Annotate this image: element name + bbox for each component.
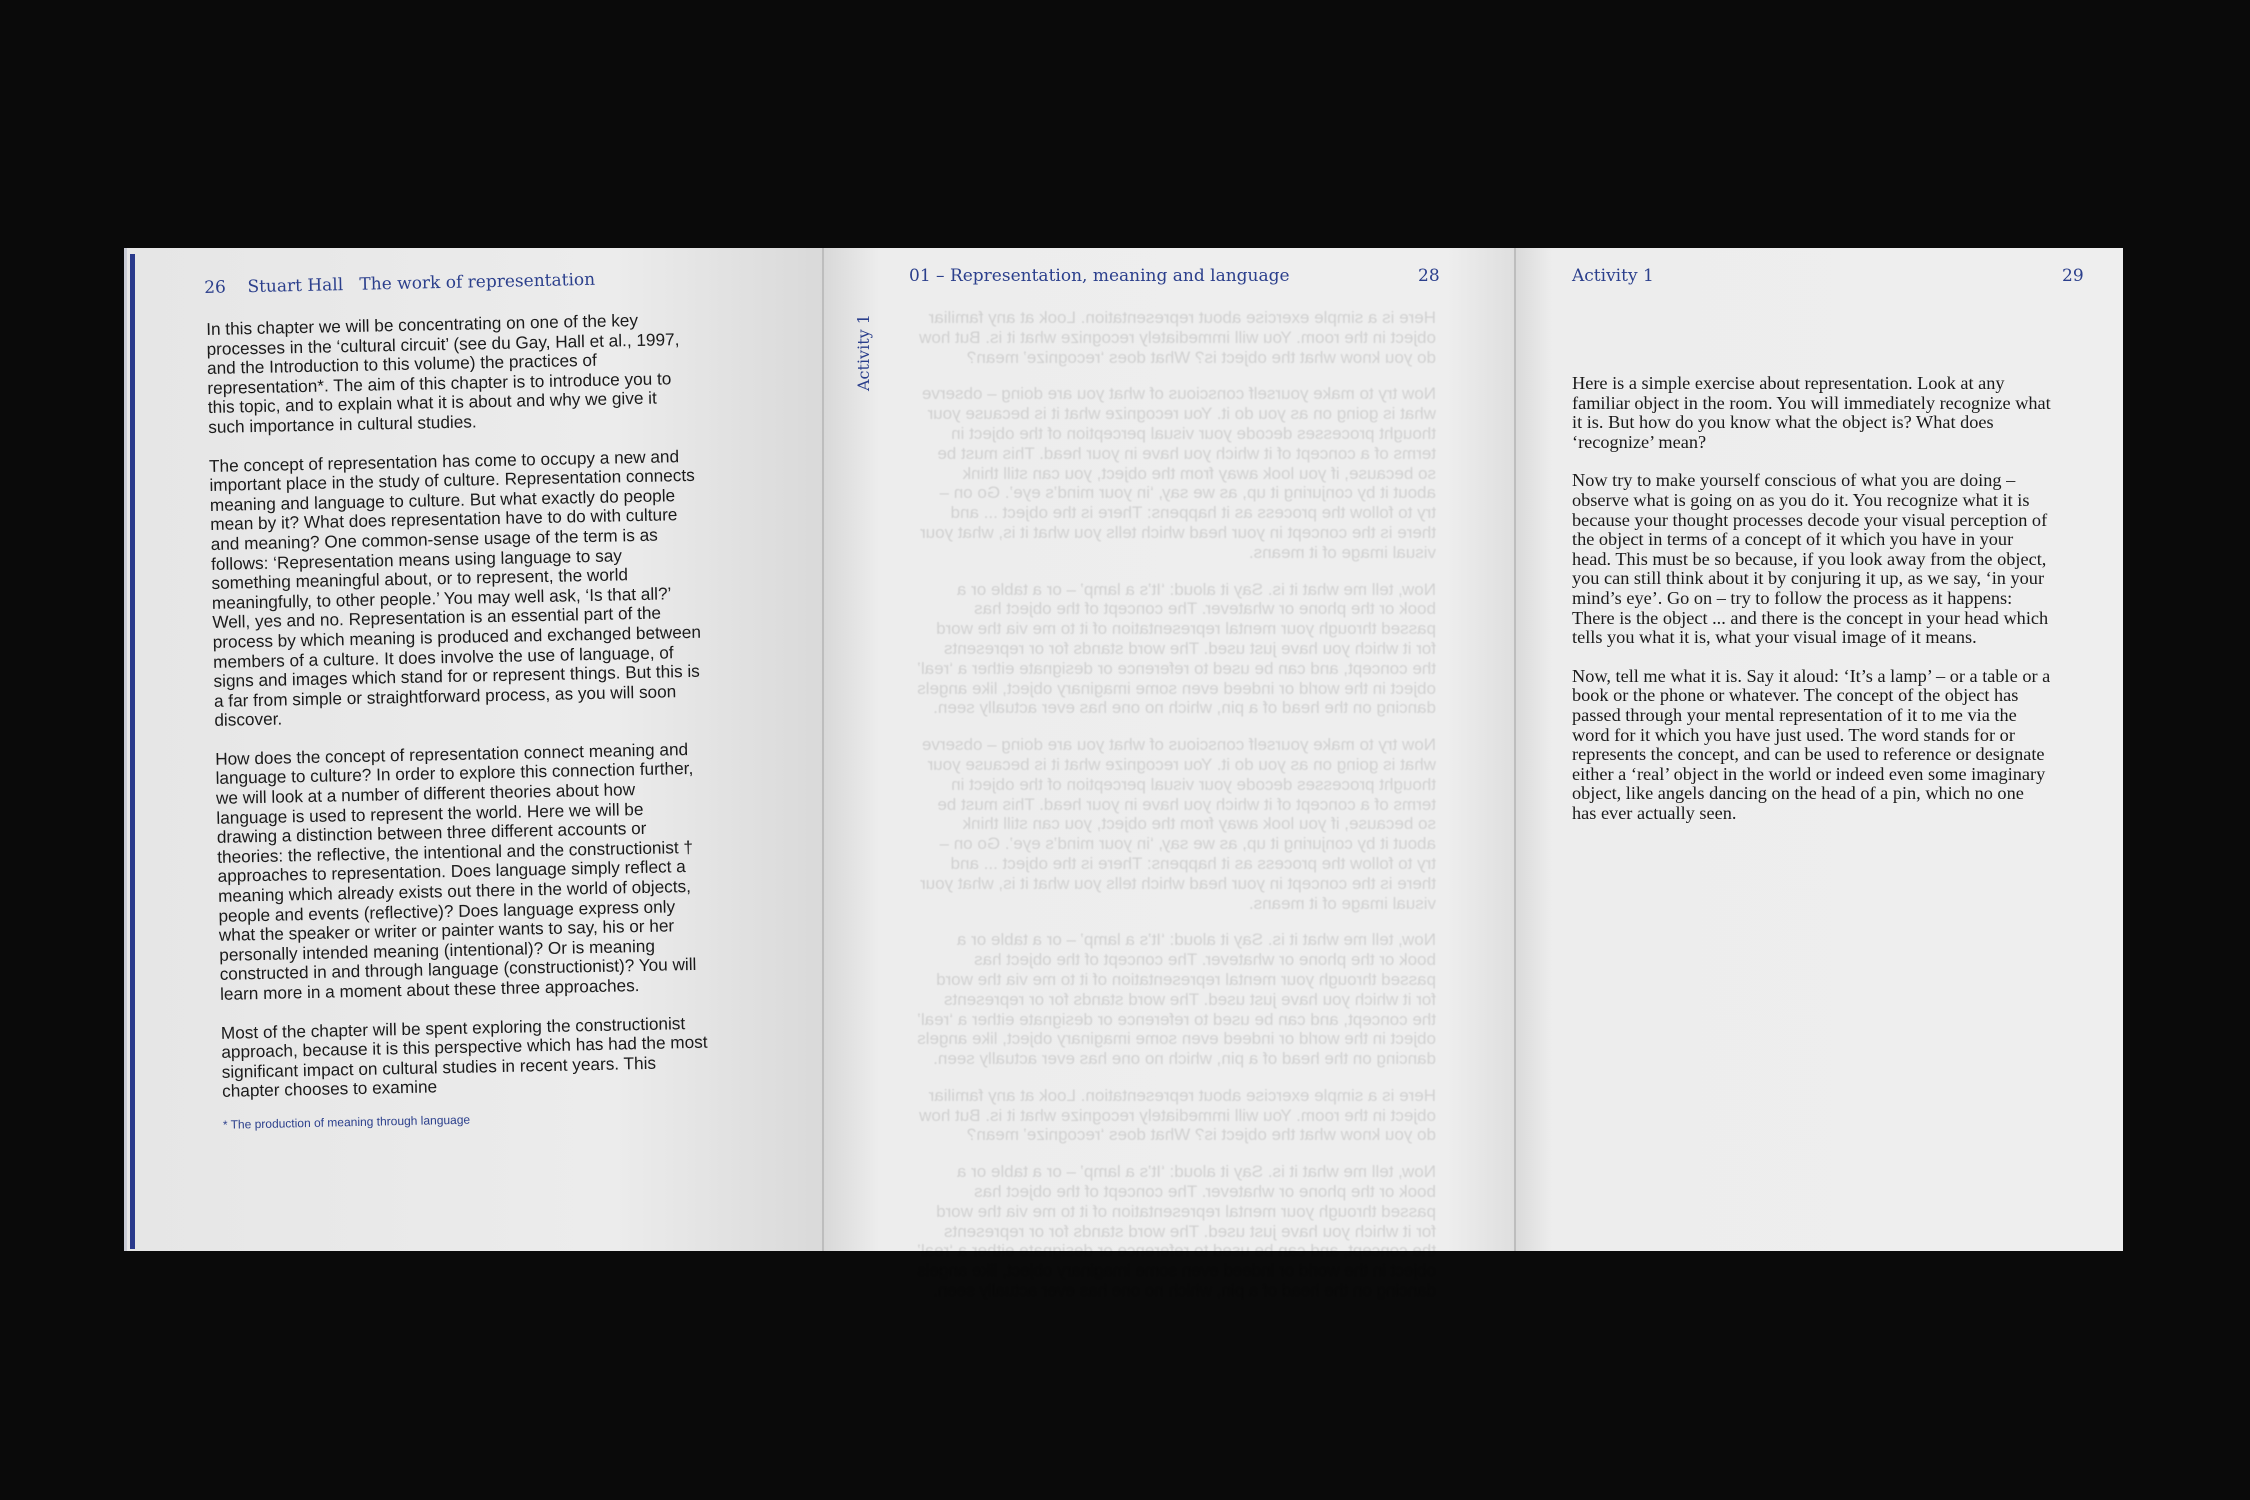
- blue-page-edge: [130, 254, 135, 1249]
- book-spread: [124, 248, 2123, 1301]
- ghost-paragraph: Now, tell me what it is. Say it aloud: ‘It’s a lamp’ – or a table or a book or the phone or whatever. The concept of the object has passed through your mental representation of it to me via the word for it which you have just used. The word stands for or represents the concept, and can be used to reference or designate either a ‘real’ object in the world or indeed even some imaginary object, like angels dancing on the head of a pin, which no one has ever actually seen.: [917, 579, 1436, 718]
- paragraph: Here is a simple exercise about representation. Look at any familiar object in the room. You will immediately recognize what it is. But how do you know what the object is? What does ‘recognize’ mean?: [1572, 373, 2051, 452]
- show-through-text: [916, 308, 1436, 1318]
- ghost-paragraph: Now try to make yourself conscious of what you are doing – observe what is going on as you do it. You recognize what it is because your thought processes decode your visual perception of the object in terms of a concept of it which you have in your head. This must be so because, if you look away from the object, you can still think about it by conjuring it up, as we say, ‘in your mind’s eye’. Go on – try to follow the process as it happens: There is the object ... and there is the concept in your head which tells you what it is, what your visual image of it means.: [920, 384, 1436, 562]
- ghost-paragraph: Now try to make yourself conscious of what you are doing – observe what is going on as you do it. You recognize what it is because your thought processes decode your visual perception of the object in terms of a concept of it which you have in your head. This must be so because, if you look away from the object, you can still think about it by conjuring it up, as we say, ‘in your mind’s eye’. Go on – try to follow the process as it happens: There is the object ... and there is the concept in your head which tells you what it is, what your visual image of it means.: [920, 735, 1436, 913]
- left-page: [124, 248, 824, 1251]
- ghost-paragraph: Now, tell me what it is. Say it aloud: ‘It’s a lamp’ – or a table or a book or the phone or whatever. The concept of the object has passed through your mental representation of it to me via the word for it which you have just used. The word stands for or represents the concept, and can be used to reference or designate either a ‘real’ object in the world or indeed even some imaginary object, like angels dancing on the head of a pin, which no one has ever actually seen.: [917, 1162, 1436, 1301]
- right-page: [1516, 248, 2123, 1251]
- paragraph: Now, tell me what it is. Say it aloud: ‘It’s a lamp’ – or a table or a book or the phone or whatever. The concept of the object has passed through your mental representation of it to me via the word for it which you have just used. The word stands for or represents the concept, and can be used to reference or designate either a ‘real’ object in the world or indeed even some imaginary object, like angels dancing on the head of a pin, which no one has ever actually seen.: [1572, 665, 2051, 823]
- footnote: * The production of meaning through language: [222, 1112, 471, 1132]
- activity-label: Activity 1: [1572, 266, 1654, 286]
- page-number: 28: [1418, 266, 1440, 286]
- author-name: Stuart Hall: [247, 275, 344, 298]
- middle-page-header: [909, 266, 1290, 286]
- paragraph: Now try to make yourself conscious of what you are doing – observe what is going on as you do it. You recognize what it is because your thought processes decode your visual perception of the object in terms of a concept of it which you have in your head. This must be so because, if you look away from the object, you can still think about it by conjuring it up, as we say, ‘in your mind’s eye’. Go on – try to follow the process as it happens: There is the object ... and there is the concept in your head which tells you what it is, what your visual image of it means.: [1572, 470, 2049, 648]
- page-number: 29: [2062, 266, 2084, 286]
- paragraph: In this chapter we will be concentrating on one of the key processes in the ‘cultural circuit’ (see du Gay, Hall et al., 1997, and the Introduction to this volume) the practices of representation*. The aim of this chapter is to introduce you to this topic, and to explain what it is about and why we give it such importance in cultural studies.: [205, 309, 680, 437]
- right-page-body: [1572, 374, 2052, 842]
- ghost-paragraph: Here is a simple exercise about representation. Look at any familiar object in the room. You will immediately recognize what it is. But how do you know what the object is? What does ‘recognize’ mean?: [919, 1085, 1436, 1145]
- vertical-activity-label: Activity 1: [854, 314, 873, 391]
- paragraph: How does the concept of representation connect meaning and language to culture? In order to explore this connection further, we will look at a number of different theories about how language is used to represent the world. Here we will be drawing a distinction between three different accounts or theories: the reflective, the intentional and the constructionist † approaches to representation. Does language simply reflect a meaning which already exists out there in the world of objects, people and events (reflective)? Does language express only what the speaker or writer or painter wants to say, his or her personally intended meaning (intentional)? Or is meaning constructed in and through language (constructionist)? You will learn more in a moment about these three approaches.: [214, 738, 697, 1004]
- ghost-paragraph: Now, tell me what it is. Say it aloud: ‘It’s a lamp’ – or a table or a book or the phone or whatever. The concept of the object has passed through your mental representation of it to me via the word for it which you have just used. The word stands for or represents the concept, and can be used to reference or designate either a ‘real’ object in the world or indeed even some imaginary object, like angels dancing on the head of a pin, which no one has ever actually seen.: [917, 930, 1436, 1069]
- middle-page: [824, 248, 1516, 1301]
- page-number: 26: [204, 277, 227, 298]
- ghost-paragraph: Here is a simple exercise about representation. Look at any familiar object in the room. You will immediately recognize what it is. But how do you know what the object is? What does ‘recognize’ mean?: [919, 308, 1436, 367]
- left-page-body: [206, 310, 713, 1136]
- section-title: 01 – Representation, meaning and language: [909, 266, 1290, 286]
- paragraph: The concept of representation has come to occupy a new and important place in the study of culture. Representation connects meaning and language to culture. But what exactly do people mean by it? What does representation have to do with culture and meaning? One common-sense usage of the term is as follows: ‘Representation means using language to say something meaningful about, or to represent, the world meaningfully, to other people.’ You may well ask, ‘Is that all?’ Well, yes and no. Representation is an essential part of the process by which meaning is produced and exchanged between members of a culture. It does involve the use of language, of signs and images which stand for or represent things. But this is a far from simple or straightforward process, as you will soon discover.: [208, 445, 702, 731]
- chapter-title: The work of representation: [359, 269, 596, 295]
- page-edge: [124, 248, 127, 1251]
- paragraph: Most of the chapter will be spent exploring the constructionist approach, because it is this perspective which has had the most significant impact on cultural studies in recent years. This chapter chooses to examine: [220, 1012, 708, 1102]
- left-page-header: [204, 270, 595, 298]
